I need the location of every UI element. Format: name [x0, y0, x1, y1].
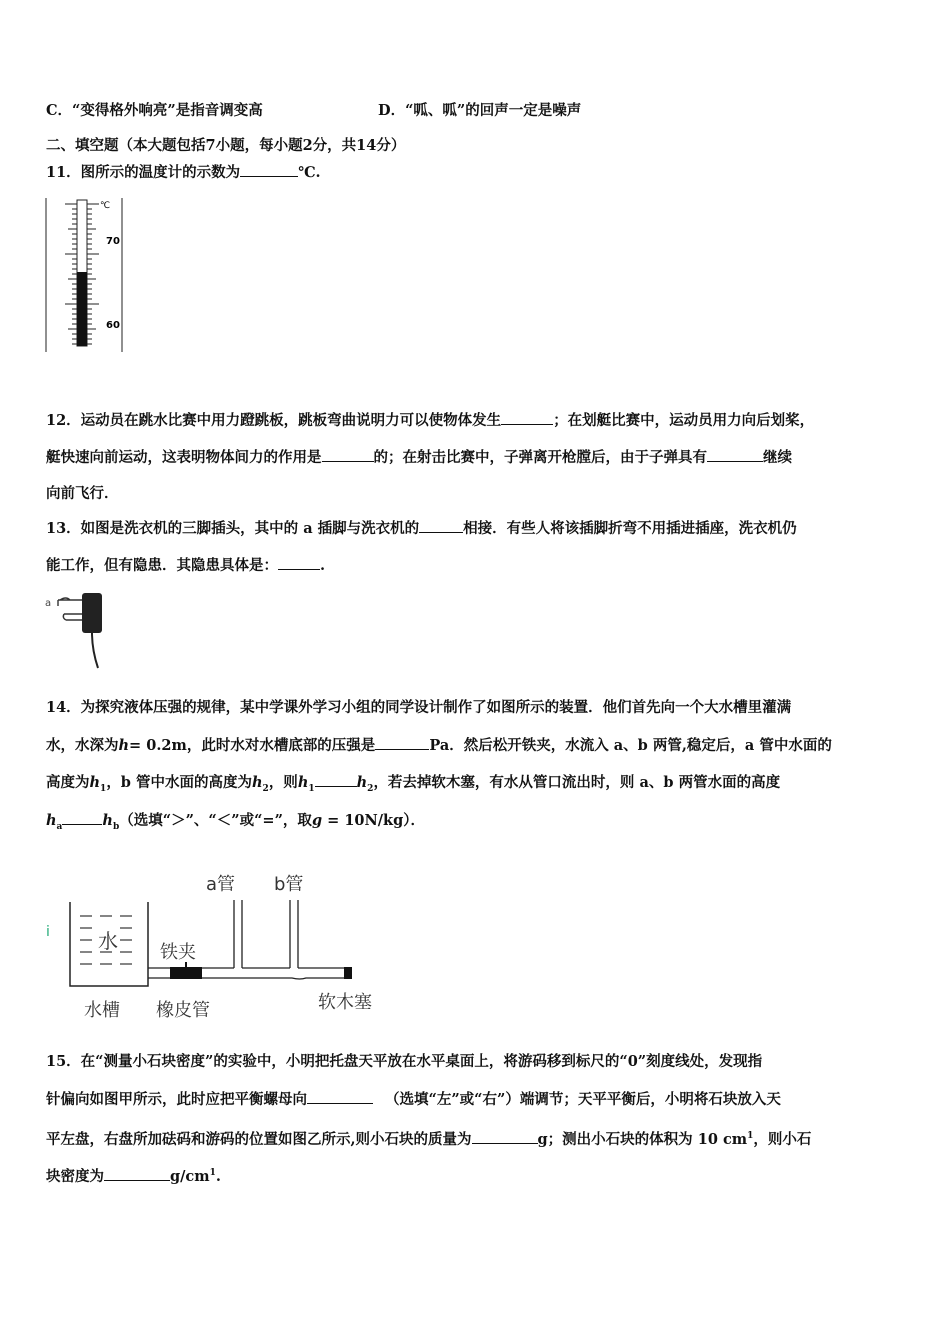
q14-var-h2b: h [356, 774, 368, 791]
q15-blank-2[interactable] [472, 1129, 538, 1144]
q15-sup-1: 1 [747, 1131, 754, 1141]
q13-blank-1[interactable] [419, 518, 463, 533]
option-c: C．“变得格外响亮”是指音调变高 [46, 102, 263, 119]
three-pin-plug-figure [44, 588, 114, 670]
q15-text-f: 块密度为 [46, 1167, 104, 1185]
q14-var-h1b: h [297, 774, 309, 791]
question-11 [46, 162, 321, 183]
q15-sup-2: 1 [209, 1168, 216, 1178]
q12-text-b: ；在划艇比赛中，运动员用力向后划桨， [553, 412, 815, 429]
figure-label-tank: 水槽 [84, 1000, 120, 1021]
question-13-line-1 [46, 518, 797, 539]
q12-blank-2[interactable] [322, 447, 374, 462]
figure-label-a-tube: a管 [206, 874, 236, 895]
q13-blank-2[interactable] [278, 555, 320, 570]
question-14-line-2 [46, 735, 832, 756]
figure-label-clamp: 铁夹 [160, 942, 196, 963]
q14-var-h2: h [252, 774, 263, 791]
q14-text-e: ，b 管中水面的高度为 [106, 774, 252, 791]
q12-text-d: 的；在射击比赛中，子弹离开枪膛后，由于子弹具有 [373, 449, 707, 466]
q14-sub-1: 1 [100, 783, 107, 794]
figure-label-cork: 软木塞 [318, 992, 372, 1013]
question-14-line-3 [46, 772, 780, 799]
q14-sub-2b: 2 [367, 783, 374, 794]
q14-var-g: g [311, 812, 323, 829]
figure-label-b-tube: b管 [274, 874, 304, 895]
question-13-line-2 [46, 555, 325, 576]
q14-text-h: （选填“＞”、“＜”或“=”，取 [119, 812, 312, 829]
q14-text-d: 高度为 [46, 774, 90, 791]
question-15-line-2 [46, 1089, 781, 1110]
q14-text-i: = 10N/kg）． [322, 812, 425, 829]
figure-label-rubber-tube: 橡皮管 [156, 1000, 210, 1021]
figure-label-water: 水 [98, 929, 118, 953]
plug-pin-label: a [45, 598, 52, 609]
question-12-line-3: 向前飞行． [46, 485, 119, 502]
q12-text-c: 艇快速向前运动，这表明物体间力的作用是 [46, 449, 322, 466]
question-14-line-4 [46, 810, 425, 837]
q13-text-a: 13．如图是洗衣机的三脚插头，其中的 a 插脚与洗衣机的 [46, 520, 420, 537]
q12-blank-1[interactable] [501, 410, 553, 425]
q14-sub-b: b [112, 821, 120, 832]
q15-text-c: 平左盘，右盘所加砝码和游码的位置如图乙所示,则小石块的质量为 [46, 1130, 472, 1148]
section-heading: 二、填空题（本大题包括7小题，每小题2分，共14分） [46, 137, 406, 154]
q11-prefix: 11．图所示的温度计的示数为 [46, 164, 241, 181]
q15-text-a: 针偏向如图甲所示，此时应把平衡螺母向 [46, 1091, 307, 1108]
water-tank-apparatus-figure [44, 866, 404, 1026]
question-14-line-1: 14．为探究液体压强的规律，某中学课外学习小组的同学设计制作了如图所示的装置．他们首先向一个大水槽里灌满 [46, 699, 792, 716]
q12-text-a: 12．运动员在跳水比赛中用力蹬跳板，跳板弯曲说明力可以使物体发生 [46, 412, 502, 429]
figure-side-mark: i [46, 924, 50, 940]
option-d: D．“呱、呱”的回声一定是噪声 [378, 102, 582, 119]
q13-text-d: . [320, 557, 326, 574]
q15-blank-3[interactable] [104, 1166, 170, 1181]
q14-text-f: ，则 [268, 774, 298, 791]
thermometer-liquid [77, 272, 87, 346]
thermometer-figure [44, 194, 124, 354]
q15-text-b: （选填“左”或“右”）端调节；天平平衡后，小明将石块放入天 [385, 1091, 781, 1108]
q12-blank-3[interactable] [707, 447, 763, 462]
thermometer-label-70: 70 [106, 236, 120, 247]
q15-text-e: ，则小石 [753, 1130, 812, 1148]
q15-text-d: g；测出小石块的体积为 10 cm [537, 1130, 748, 1148]
q14-blank-3[interactable] [62, 810, 102, 825]
q14-blank-1[interactable] [375, 735, 429, 750]
q13-text-c: 能工作，但有隐患．其隐患具体是： [46, 557, 278, 574]
q15-text-h: . [215, 1167, 221, 1185]
question-15-line-3 [46, 1126, 811, 1150]
question-15-line-1: 15．在“测量小石块密度”的实验中，小明把托盘天平放在水平桌面上，将游码移到标尺的“0”刻度线处，发现指 [46, 1053, 763, 1070]
q14-var-h: h [118, 737, 130, 754]
q14-sub-1b: 1 [308, 783, 315, 794]
q14-blank-2[interactable] [315, 772, 357, 787]
q12-text-e: 继续 [763, 449, 792, 466]
q14-text-c: Pa．然后松开铁夹，水流入 a、b 两管,稳定后，a 管中水面的 [429, 737, 832, 754]
q14-text-b: = 0.2m，此时水对水槽底部的压强是 [129, 737, 376, 754]
q14-text-a: 水，水深为 [46, 737, 119, 754]
q15-blank-1[interactable] [307, 1089, 373, 1104]
q15-text-g: g/cm [170, 1167, 210, 1185]
thermometer-label-60: 60 [106, 320, 120, 331]
q11-answer-blank[interactable] [240, 162, 298, 177]
q13-text-b: 相接．有些人将该插脚折弯不用插进插座，洗衣机仍 [463, 520, 797, 537]
q14-text-g: ，若去掉软木塞，有水从管口流出时，则 a、b 两管水面的高度 [373, 774, 781, 791]
q14-var-hb: h [102, 812, 113, 829]
question-12-line-1 [46, 410, 814, 431]
thermometer-unit: ℃ [100, 201, 111, 211]
q14-sub-a: a [56, 821, 63, 832]
q14-var-h1: h [89, 774, 101, 791]
q14-sub-2: 2 [262, 783, 269, 794]
question-15-line-4 [46, 1163, 221, 1187]
question-12-line-2 [46, 447, 792, 468]
q11-suffix: ℃. [298, 164, 321, 181]
q14-var-ha: h [46, 812, 57, 829]
